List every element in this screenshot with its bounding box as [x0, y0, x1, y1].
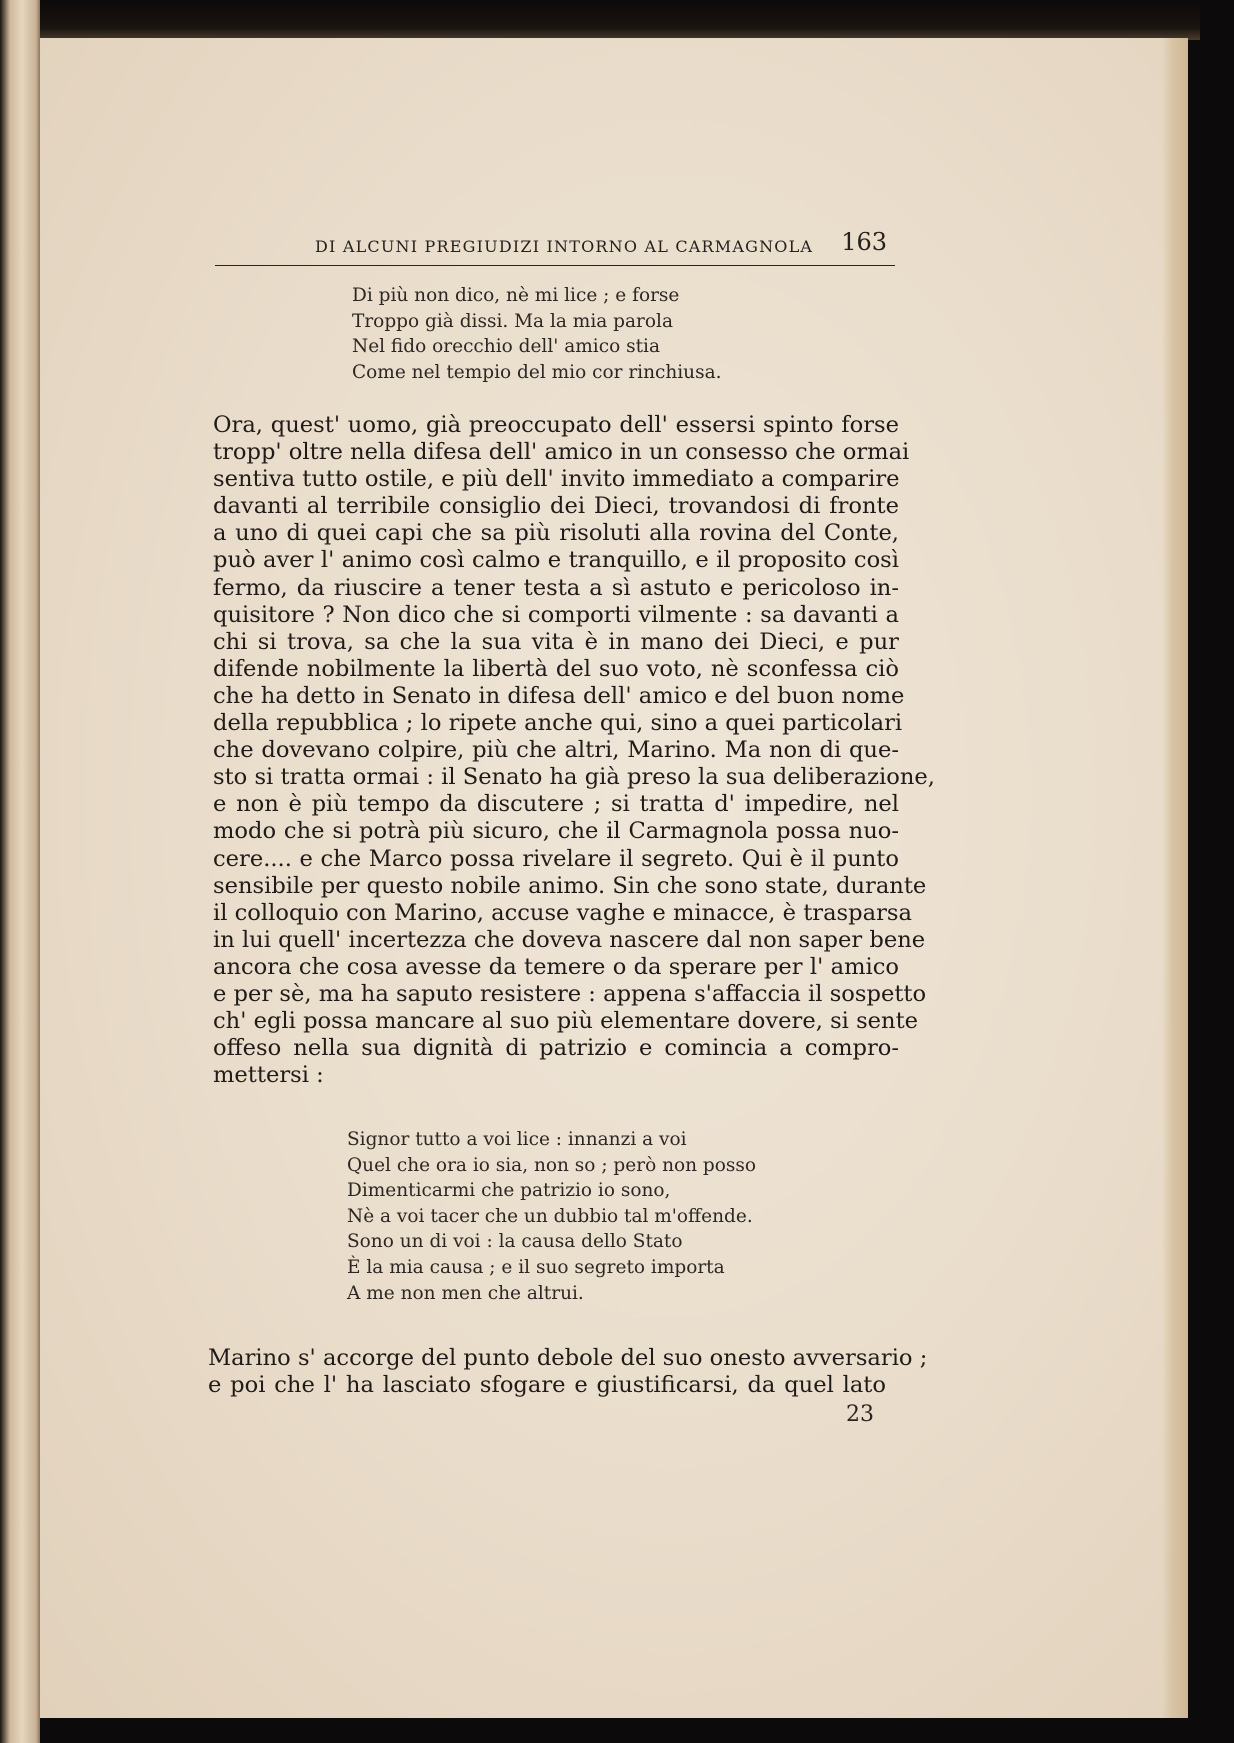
running-title: DI ALCUNI PREGIUDIZI INTORNO AL CARMAGNOLA — [315, 237, 814, 256]
text-line: a uno di quei capi che sa più risoluti alla rovina del Conte, — [213, 520, 899, 547]
verse-line: Sono un di voi : la causa dello Stato — [347, 1231, 683, 1253]
text-line: cere.... e che Marco possa rivelare il segreto. Qui è il punto — [213, 845, 899, 872]
text-line: chi si trova, sa che la sua vita è in mano dei Dieci, e pur — [213, 628, 899, 655]
verse-line: Nè a voi tacer che un dubbio tal m'offende. — [347, 1205, 753, 1227]
text-line: sensibile per questo nobile animo. Sin che sono state, durante — [213, 872, 927, 899]
page-number: 163 — [841, 228, 887, 256]
verse-line: Quel che ora io sia, non so ; però non posso — [347, 1154, 757, 1176]
text-line: quisitore ? Non dico che si comporti vilmente : sa davanti a — [213, 601, 899, 628]
verse-line: È la mia causa ; e il suo segreto importa — [347, 1256, 725, 1278]
verse-line: Nel fido orecchio dell' amico stia — [352, 336, 660, 358]
text-line: davanti al terribile consiglio dei Dieci, trovandosi di fronte — [213, 493, 899, 520]
verse-quote-2 — [347, 1127, 756, 1306]
verse-line: Dimenticarmi che patrizio io sono, — [347, 1180, 671, 1202]
verse-line: Signor tutto a voi lice : innanzi a voi — [347, 1129, 687, 1150]
text-line: e non è più tempo da discutere ; si tratta d' impedire, nel — [213, 791, 899, 818]
text-line: difende nobilmente la libertà del suo voto, nè sconfessa ciò — [213, 655, 899, 682]
paragraph-1 — [213, 412, 935, 1089]
verse-line: A me non men che altrui. — [347, 1282, 584, 1304]
verse-line: Come nel tempio del mio cor rinchiusa. — [352, 361, 722, 383]
text-line: della repubblica ; lo ripete anche qui, sino a quei particolari — [213, 710, 903, 737]
text-line: ch' egli possa mancare al suo più elementare dovere, si sente — [213, 1008, 919, 1035]
text-line: modo che si potrà più sicuro, che il Carmagnola possa nuo- — [213, 818, 899, 845]
signature-mark: 23 — [846, 1402, 874, 1427]
text-line: e per sè, ma ha saputo resistere : appena s'affaccia il sospetto — [213, 980, 927, 1007]
verse-quote-1 — [352, 283, 722, 385]
text-line: il colloquio con Marino, accuse vaghe e minacce, è trasparsa — [213, 899, 912, 926]
paragraph-2 — [208, 1345, 928, 1399]
scan-border — [40, 0, 1200, 40]
text-line: in lui quell' incertezza che doveva nascere dal non saper bene — [213, 926, 926, 953]
text-line: fermo, da riuscire a tener testa a sì astuto e pericoloso in- — [213, 574, 899, 601]
text-line: e poi che l' ha lasciato sfogare e giustificarsi, da quel lato — [208, 1372, 886, 1399]
text-line: mettersi : — [213, 1062, 324, 1089]
text-line: tropp' oltre nella difesa dell' amico in un consesso che ormai — [213, 439, 910, 466]
text-line: Marino s' accorge del punto debole del suo onesto avversario ; — [208, 1345, 928, 1371]
text-line: sentiva tutto ostile, e più dell' invito immediato a comparire — [213, 466, 900, 493]
text-line: sto si tratta ormai : il Senato ha già preso la sua deliberazione, — [213, 764, 935, 791]
text-line: Ora, quest' uomo, già preoccupato dell' essersi spinto forse — [213, 412, 899, 438]
text-line: che ha detto in Senato in difesa dell' amico e del buon nome — [213, 682, 905, 709]
page-edge-stack — [1162, 38, 1188, 1718]
verse-line: Di più non dico, nè mi lice ; e forse — [352, 285, 680, 306]
text-line: offeso nella sua dignità di patrizio e comincia a compro- — [213, 1035, 899, 1062]
running-header — [215, 225, 895, 266]
verse-line: Troppo già dissi. Ma la mia parola — [352, 310, 673, 332]
text-line: che dovevano colpire, più che altri, Marino. Ma non di que- — [213, 737, 899, 764]
text-line: può aver l' animo così calmo e tranquillo, e il proposito così — [213, 547, 899, 574]
facing-page-edge — [0, 0, 40, 1743]
text-line: ancora che cosa avesse da temere o da sperare per l' amico — [213, 953, 899, 980]
